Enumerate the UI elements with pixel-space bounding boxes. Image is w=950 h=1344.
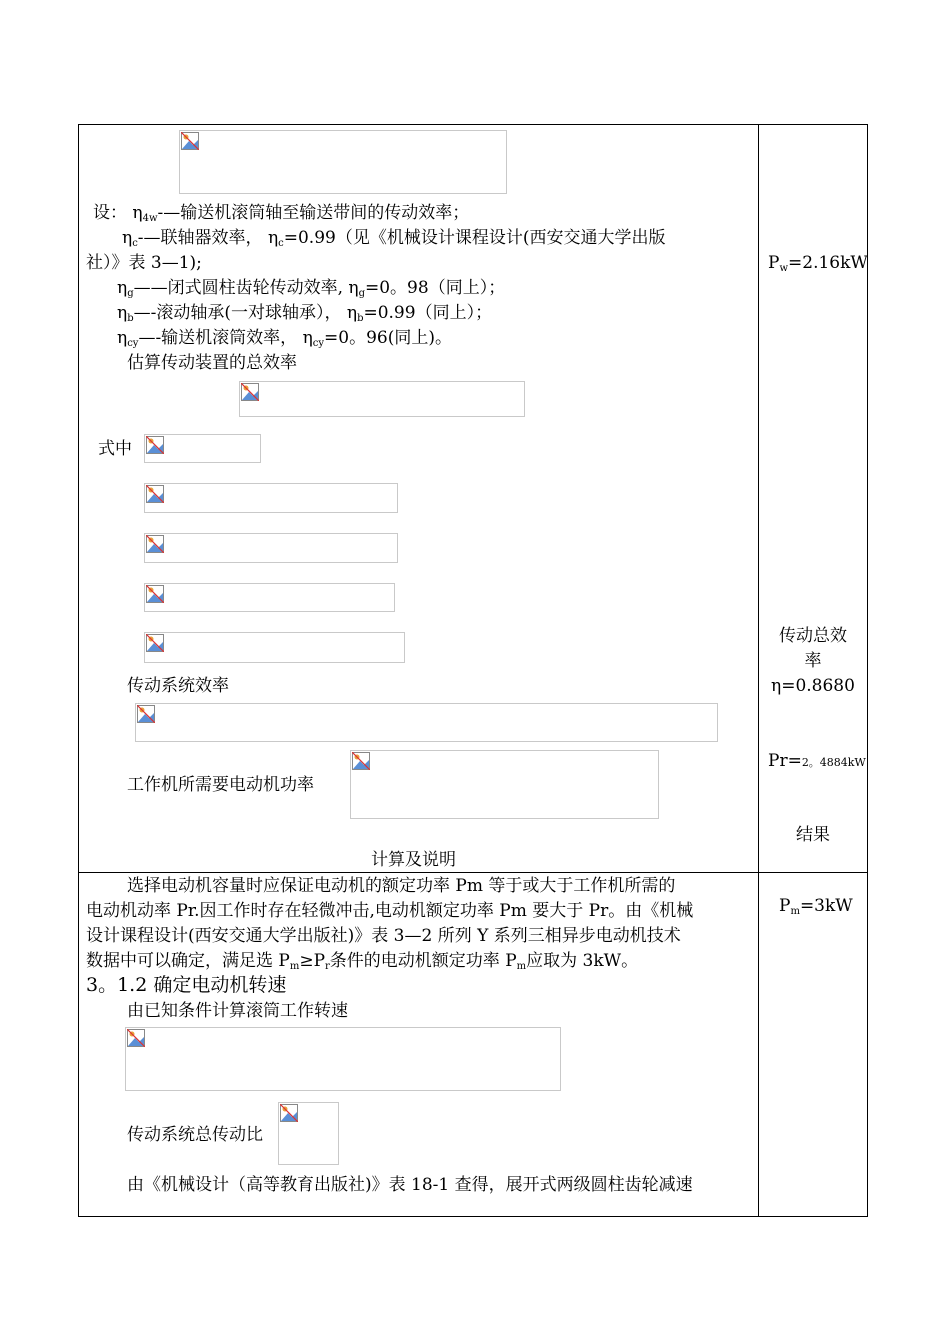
formula-image-8 [135, 703, 718, 742]
text-line-2: $\eta_c-—$联轴器效率， $\eta_c=0.99$（见《机械设计课程设计(西安交通大学出版 [122, 228, 666, 249]
shizhong-label: 式中 [98, 439, 132, 459]
para-line-2: 电动机动率 Pr.因工作时存在轻微冲击,电动机额定功率 Pm 要大于 Pr。由《机械 [86, 901, 694, 921]
broken-image-icon [146, 634, 164, 652]
text-line-7: 估算传动装置的总效率 [127, 353, 297, 373]
text-line-5: $\eta_b—-$滚动轴承(一对球轴承）， $\eta_b=0.99$（同上）； [117, 303, 493, 324]
para-line-1: 选择电动机容量时应保证电动机的额定功率 Pm 等于或大于工作机所需的 [127, 876, 676, 896]
calc-header: 计算及说明 [371, 850, 456, 870]
text-line-3: 社）》表 3—1); [86, 253, 202, 273]
last-line: 由《机械设计（高等教育出版社)》表 18-1 查得，展开式两级圆柱齿轮减速 [127, 1175, 693, 1195]
speed-label: 由已知条件计算滚筒工作转速 [127, 1001, 348, 1021]
efficiency-value: η=0.8680 [771, 676, 855, 696]
text-line-6: $\eta_{cy}—-$输送机滚筒效率， $\eta_{cy}=0$。96(同上)。 [117, 328, 452, 349]
broken-image-icon [181, 132, 199, 150]
text-line-1: 设： $\eta_{4w}-—$输送机滚筒轴至输送带间的传动效率； [93, 203, 470, 224]
formula-image-10 [125, 1027, 561, 1091]
efficiency-label-1: 传动总效 [779, 626, 847, 646]
broken-image-icon [241, 383, 259, 401]
formula-image-3 [144, 434, 261, 463]
ratio-label: 传动系统总传动比 [127, 1125, 263, 1145]
formula-image-1 [179, 130, 507, 194]
result-header: 结果 [796, 825, 830, 845]
para-line-4: 数据中可以确定，满足选 $P_m\ge P_r$条件的电动机额定功率 $P_m$应取为 3kW。 [86, 951, 639, 972]
broken-image-icon [146, 585, 164, 603]
formula-image-11 [278, 1102, 339, 1165]
para-line-3: 设计课程设计(西安交通大学出版社)》表 3—2 所列 Y 系列三相异步电动机技术 [86, 926, 681, 946]
system-efficiency-label: 传动系统效率 [127, 676, 229, 696]
broken-image-icon [280, 1104, 298, 1122]
pm-value: $P_m=3kW$ [779, 896, 853, 917]
broken-image-icon [146, 535, 164, 553]
formula-image-6 [144, 583, 395, 612]
broken-image-icon [146, 436, 164, 454]
efficiency-label-2: 率 [804, 651, 822, 671]
section-heading: 3。1.2 确定电动机转速 [86, 974, 287, 996]
formula-image-4 [144, 483, 398, 513]
broken-image-icon [137, 705, 155, 723]
formula-image-2 [239, 381, 525, 417]
broken-image-icon [146, 485, 164, 503]
formula-image-5 [144, 533, 398, 563]
broken-image-icon [127, 1029, 145, 1047]
formula-image-9 [350, 750, 659, 819]
text-line-4: $\eta_g——$闭式圆柱齿轮传动效率, $\eta_g=0$。98（同上）； [117, 278, 506, 299]
formula-image-7 [144, 632, 405, 663]
broken-image-icon [352, 752, 370, 770]
motor-power-label: 工作机所需要电动机功率 [127, 775, 314, 795]
pw-value: $P_w=2.16kW$ [768, 253, 868, 274]
pr-value: Pr=2。4884kW [768, 751, 866, 771]
